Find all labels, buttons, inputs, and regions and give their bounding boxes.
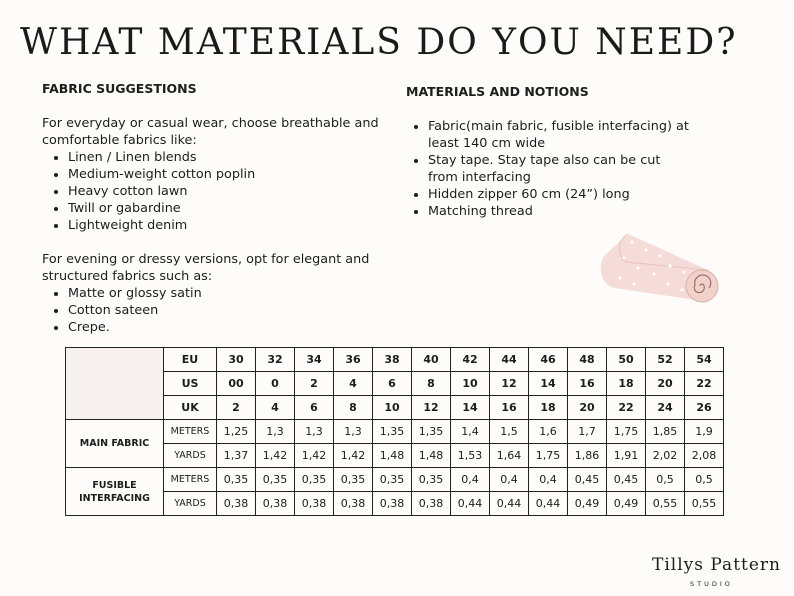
- amount-cell: 1,3: [256, 420, 295, 444]
- amount-cell: 0,35: [334, 468, 373, 492]
- size-cell: 10: [451, 372, 490, 396]
- size-cell: 10: [373, 396, 412, 420]
- amount-cell: 1,3: [295, 420, 334, 444]
- size-cell: 48: [568, 348, 607, 372]
- list-item: • Fabric(main fabric, fusible interfacing) at least 140 cm wide: [428, 118, 692, 152]
- size-cell: 44: [490, 348, 529, 372]
- fabric-group-label: MAIN FABRIC: [66, 420, 164, 468]
- amount-cell: 0,44: [529, 492, 568, 516]
- table-row: [66, 348, 724, 372]
- size-cell: 52: [646, 348, 685, 372]
- size-cell: 18: [607, 372, 646, 396]
- amount-cell: 0,45: [568, 468, 607, 492]
- amount-cell: 1,48: [412, 444, 451, 468]
- list-item: • Matching thread: [428, 203, 692, 220]
- amount-cell: 1,75: [607, 420, 646, 444]
- size-system-label: UK: [164, 396, 217, 420]
- amount-cell: 1,35: [412, 420, 451, 444]
- amount-cell: 0,38: [334, 492, 373, 516]
- unit-label: METERS: [164, 420, 217, 444]
- amount-cell: 2,08: [685, 444, 724, 468]
- amount-cell: 1,35: [373, 420, 412, 444]
- size-cell: 2: [295, 372, 334, 396]
- amount-cell: 0,4: [451, 468, 490, 492]
- table-row: [66, 372, 724, 396]
- table-row: [66, 492, 724, 516]
- amount-cell: 1,42: [295, 444, 334, 468]
- unit-label: YARDS: [164, 444, 217, 468]
- amount-cell: 1,85: [646, 420, 685, 444]
- amount-cell: 1,4: [451, 420, 490, 444]
- table-row: [66, 396, 724, 420]
- list-item: • Crepe.: [68, 319, 382, 336]
- amount-cell: 0,55: [646, 492, 685, 516]
- size-cell: 42: [451, 348, 490, 372]
- amount-cell: 0,35: [373, 468, 412, 492]
- amount-cell: 1,75: [529, 444, 568, 468]
- size-cell: 6: [373, 372, 412, 396]
- amount-cell: 0,55: [685, 492, 724, 516]
- size-cell: 16: [568, 372, 607, 396]
- amount-cell: 0,49: [568, 492, 607, 516]
- amount-cell: 0,35: [217, 468, 256, 492]
- amount-cell: 0,38: [217, 492, 256, 516]
- amount-cell: 1,86: [568, 444, 607, 468]
- amount-cell: 0,38: [295, 492, 334, 516]
- size-cell: 54: [685, 348, 724, 372]
- list-item: • Linen / Linen blends: [68, 149, 382, 166]
- table-row: [66, 444, 724, 468]
- size-cell: 20: [646, 372, 685, 396]
- fabric-suggestions: [42, 115, 382, 336]
- amount-cell: 1,42: [256, 444, 295, 468]
- amount-cell: 0,4: [490, 468, 529, 492]
- casual-fabric-list: [42, 149, 382, 234]
- size-cell: 8: [334, 396, 373, 420]
- amount-cell: 0,35: [412, 468, 451, 492]
- fabric-group-label: FUSIBLE INTERFACING: [66, 468, 164, 516]
- list-item: • Lightweight denim: [68, 217, 382, 234]
- amount-cell: 0,35: [295, 468, 334, 492]
- size-cell: 22: [607, 396, 646, 420]
- amount-cell: 0,38: [412, 492, 451, 516]
- size-cell: 12: [412, 396, 451, 420]
- size-cell: 40: [412, 348, 451, 372]
- size-cell: 38: [373, 348, 412, 372]
- size-cell: 8: [412, 372, 451, 396]
- list-item: • Stay tape. Stay tape also can be cut from interfacing: [428, 152, 692, 186]
- evening-fabric-list: [42, 285, 382, 336]
- list-item: • Twill or gabardine: [68, 200, 382, 217]
- unit-label: METERS: [164, 468, 217, 492]
- size-cell: 12: [490, 372, 529, 396]
- size-system-label: US: [164, 372, 217, 396]
- amount-cell: 0,44: [451, 492, 490, 516]
- table-row: [66, 468, 724, 492]
- size-cell: 4: [256, 396, 295, 420]
- size-cell: 16: [490, 396, 529, 420]
- fabric-intro-casual: For everyday or casual wear, choose breathable and comfortable fabrics like:: [42, 116, 379, 148]
- amount-cell: 2,02: [646, 444, 685, 468]
- amount-cell: 1,7: [568, 420, 607, 444]
- fabric-roll-illustration: [598, 228, 722, 324]
- amount-cell: 0,44: [490, 492, 529, 516]
- size-cell: 00: [217, 372, 256, 396]
- size-cell: 34: [295, 348, 334, 372]
- amount-cell: 0,5: [685, 468, 724, 492]
- size-cell: 22: [685, 372, 724, 396]
- amount-cell: 0,38: [373, 492, 412, 516]
- size-cell: 14: [451, 396, 490, 420]
- fabric-heading: FABRIC SUGGESTIONS: [42, 81, 197, 96]
- amount-cell: 0,49: [607, 492, 646, 516]
- size-cell: 14: [529, 372, 568, 396]
- amount-cell: 1,48: [373, 444, 412, 468]
- size-cell: 6: [295, 396, 334, 420]
- amount-cell: 1,64: [490, 444, 529, 468]
- amount-cell: 1,53: [451, 444, 490, 468]
- amount-cell: 1,5: [490, 420, 529, 444]
- size-cell: 46: [529, 348, 568, 372]
- size-cell: 4: [334, 372, 373, 396]
- size-cell: 36: [334, 348, 373, 372]
- amount-cell: 0,4: [529, 468, 568, 492]
- list-item: • Hidden zipper 60 cm (24”) long: [428, 186, 692, 203]
- size-cell: 32: [256, 348, 295, 372]
- size-cell: 2: [217, 396, 256, 420]
- materials-heading: MATERIALS AND NOTIONS: [406, 84, 589, 99]
- size-yardage-table: [65, 347, 724, 516]
- unit-label: YARDS: [164, 492, 217, 516]
- size-cell: 18: [529, 396, 568, 420]
- amount-cell: 1,6: [529, 420, 568, 444]
- brand-logo-sub: STUDIO: [690, 580, 733, 588]
- list-item: • Heavy cotton lawn: [68, 183, 382, 200]
- size-cell: 0: [256, 372, 295, 396]
- list-item: • Matte or glossy satin: [68, 285, 382, 302]
- list-item: • Cotton sateen: [68, 302, 382, 319]
- size-system-label: EU: [164, 348, 217, 372]
- size-cell: 20: [568, 396, 607, 420]
- amount-cell: 1,25: [217, 420, 256, 444]
- size-cell: 24: [646, 396, 685, 420]
- materials-notions: [402, 118, 692, 220]
- materials-list: [402, 118, 692, 220]
- list-item: • Medium-weight cotton poplin: [68, 166, 382, 183]
- amount-cell: 1,9: [685, 420, 724, 444]
- size-cell: 30: [217, 348, 256, 372]
- amount-cell: 0,35: [256, 468, 295, 492]
- amount-cell: 1,91: [607, 444, 646, 468]
- amount-cell: 1,42: [334, 444, 373, 468]
- fabric-intro-evening: For evening or dressy versions, opt for elegant and structured fabrics such as:: [42, 252, 370, 284]
- brand-logo-name: Tillys Pattern: [652, 555, 781, 575]
- amount-cell: 0,38: [256, 492, 295, 516]
- size-cell: 50: [607, 348, 646, 372]
- size-cell: 26: [685, 396, 724, 420]
- page-title: WHAT MATERIALS DO YOU NEED?: [20, 22, 738, 63]
- amount-cell: 0,5: [646, 468, 685, 492]
- amount-cell: 0,45: [607, 468, 646, 492]
- table-corner: [66, 348, 164, 420]
- amount-cell: 1,3: [334, 420, 373, 444]
- amount-cell: 1,37: [217, 444, 256, 468]
- table-row: [66, 420, 724, 444]
